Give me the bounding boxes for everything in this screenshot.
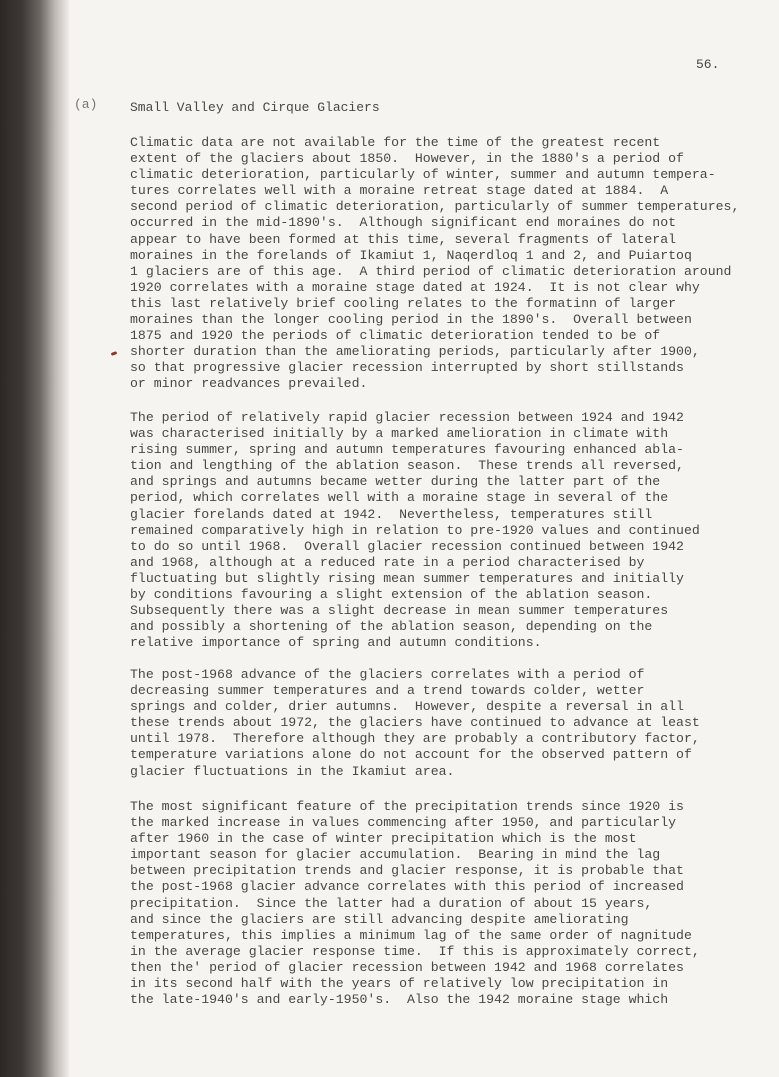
text-line: tion and lengthing of the ablation season. These trends all reversed, <box>130 458 684 474</box>
text-line: in the average glacier response time. If this is approximately correct, <box>130 943 700 959</box>
text-line: glacier forelands dated at 1942. Nevertheless, temperatures still <box>130 506 653 522</box>
text-line: this last relatively brief cooling relates to the formatinn of larger <box>130 295 677 311</box>
section-marker: (a) <box>74 97 98 112</box>
page-binding-shadow <box>0 0 70 1077</box>
section-title: Small Valley and Cirque Glaciers <box>130 100 380 115</box>
text-line: or minor readvances prevailed. <box>130 376 368 392</box>
text-line: important season for glacier accumulation. Bearing in mind the lag <box>130 847 661 863</box>
text-line: and possibly a shortening of the ablation season, depending on the <box>130 619 653 635</box>
paragraph-1 <box>130 135 739 393</box>
text-line: appear to have been formed at this time, several fragments of lateral <box>130 231 677 247</box>
text-line: temperatures, this implies a minimum lag of the same order of nagnitude <box>130 927 692 943</box>
text-line: relative importance of spring and autumn conditions. <box>130 635 542 651</box>
text-line: so that progressive glacier recession interrupted by short stillstands <box>130 360 684 376</box>
text-line: climatic deterioration, particularly of winter, summer and autumn tempera- <box>130 167 716 183</box>
text-line: glacier fluctuations in the Ikamiut area. <box>130 763 455 779</box>
text-line: temperature variations alone do not account for the observed pattern of <box>130 747 692 763</box>
text-line: The post-1968 advance of the glaciers correlates with a period of <box>130 667 645 682</box>
text-line: to do so until 1968. Overall glacier recession continued between 1942 <box>130 538 684 554</box>
text-line: second period of climatic deterioration, particularly of summer temperatures, <box>130 199 740 215</box>
paragraph-3 <box>130 667 700 780</box>
pen-mark <box>111 351 118 356</box>
text-line: the late-1940's and early-1950's. Also the 1942 moraine stage which <box>130 992 669 1008</box>
page-number: 56. <box>696 57 720 72</box>
text-line: the post-1968 glacier advance correlates with this period of increased <box>130 879 684 895</box>
text-line: shorter duration than the ameliorating periods, particularly after 1900, <box>130 344 700 360</box>
text-line: Climatic data are not available for the time of the greatest recent <box>130 135 661 150</box>
text-line: rising summer, spring and autumn temperatures favouring enhanced abla- <box>130 442 684 458</box>
paragraph-2 <box>130 410 700 651</box>
text-line: The period of relatively rapid glacier recession between 1924 and 1942 <box>130 410 684 425</box>
text-line: in its second half with the years of relatively low precipitation in <box>130 976 669 992</box>
text-line: The most significant feature of the precipitation trends since 1920 is <box>130 799 684 814</box>
text-line: springs and colder, drier autumns. However, despite a reversal in all <box>130 699 684 715</box>
text-line: occurred in the mid-1890's. Although significant end moraines do not <box>130 215 677 231</box>
text-line: 1875 and 1920 the periods of climatic deterioration tended to be of <box>130 328 661 344</box>
text-line: and 1968, although at a reduced rate in a period characterised by <box>130 554 645 570</box>
text-line: extent of the glaciers about 1850. However, in the 1880's a period of <box>130 151 684 167</box>
text-line: period, which correlates well with a moraine stage in several of the <box>130 490 669 506</box>
text-line: was characterised initially by a marked amelioration in climate with <box>130 426 669 442</box>
text-line: and since the glaciers are still advancing despite ameliorating <box>130 911 629 927</box>
text-line: the marked increase in values commencing after 1950, and particularly <box>130 815 677 831</box>
text-line: 1920 correlates with a moraine stage dated at 1924. It is not clear why <box>130 279 700 295</box>
text-line: decreasing summer temperatures and a trend towards colder, wetter <box>130 683 645 699</box>
text-line: these trends about 1972, the glaciers have continued to advance at least <box>130 715 700 731</box>
text-line: until 1978. Therefore although they are probably a contributory factor, <box>130 731 700 747</box>
text-line: precipitation. Since the latter had a duration of about 15 years, <box>130 895 653 911</box>
text-line: after 1960 in the case of winter precipitation which is the most <box>130 831 637 847</box>
text-line: tures correlates well with a moraine retreat stage dated at 1884. A <box>130 183 669 199</box>
text-line: remained comparatively high in relation to pre-1920 values and continued <box>130 522 700 538</box>
text-line: then the' period of glacier recession between 1942 and 1968 correlates <box>130 959 684 975</box>
text-line: moraines in the forelands of Ikamiut 1, Naqerdloq 1 and 2, and Puiartoq <box>130 247 692 263</box>
text-line: fluctuating but slightly rising mean summer temperatures and initially <box>130 570 684 586</box>
text-line: and springs and autumns became wetter during the latter part of the <box>130 474 661 490</box>
text-line: Subsequently there was a slight decrease in mean summer temperatures <box>130 603 669 619</box>
paragraph-4 <box>130 799 700 1008</box>
text-line: moraines than the longer cooling period in the 1890's. Overall between <box>130 312 692 328</box>
text-line: 1 glaciers are of this age. A third period of climatic deterioration around <box>130 263 732 279</box>
text-line: between precipitation trends and glacier response, it is probable that <box>130 863 684 879</box>
text-line: by conditions favouring a slight extension of the ablation season. <box>130 587 653 603</box>
